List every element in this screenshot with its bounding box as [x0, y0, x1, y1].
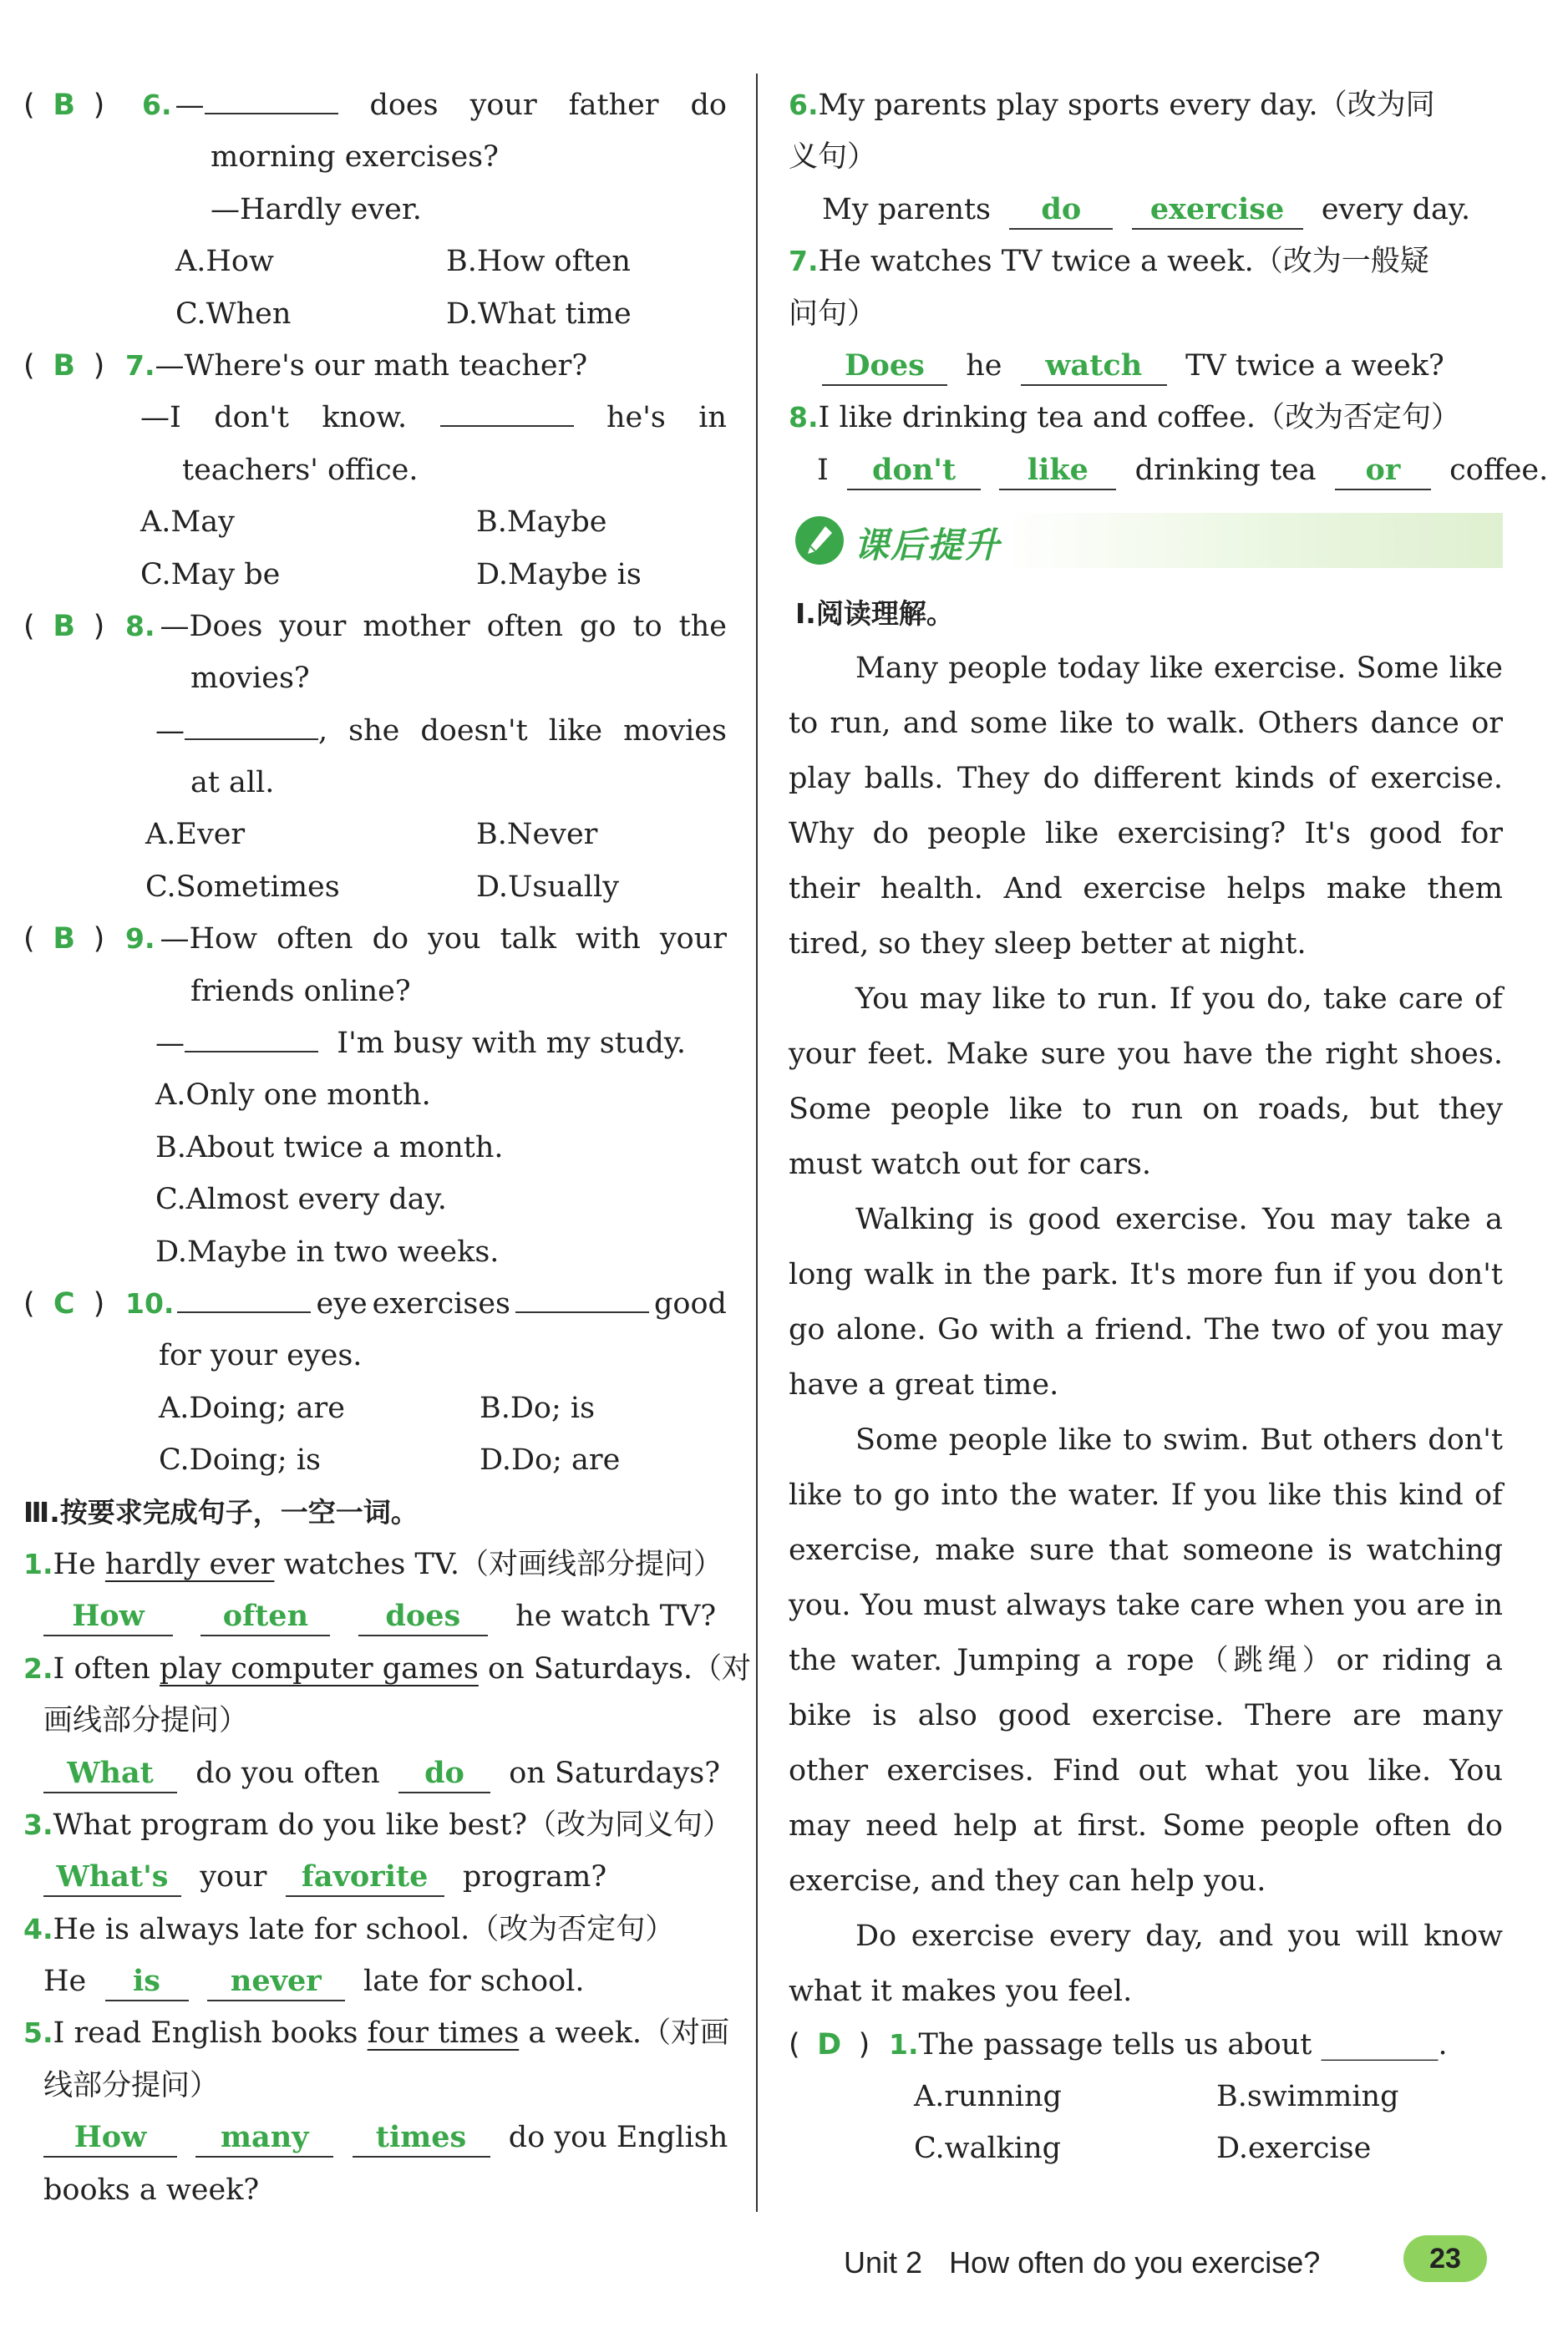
left-column — [23, 79, 752, 2216]
answer-letter: D — [817, 2027, 842, 2062]
q9-line2: friends online? — [190, 974, 411, 1008]
pencil-icon — [795, 516, 844, 565]
page-footer — [844, 2245, 1338, 2280]
answer-blank[interactable]: don't — [847, 452, 981, 490]
s7-line2: 问句） — [789, 297, 877, 331]
s3-mid: your — [200, 1860, 267, 1894]
option-c[interactable]: C.walking — [914, 2132, 1062, 2166]
unit-label: Unit 2 — [844, 2245, 923, 2280]
q8-line2: movies? — [190, 662, 310, 696]
passage-paragraph: Do exercise every day, and you will know what it makes you feel. — [789, 1919, 1503, 2008]
s2-post: on Saturdays.（对 — [478, 1651, 752, 1686]
question-number: 2. — [23, 1651, 53, 1685]
q10-options-row1 — [23, 1382, 727, 1434]
option-c[interactable]: C.May be — [140, 557, 281, 591]
s6-text: My parents play sports every day.（改为同 — [818, 89, 1435, 122]
question-number: 6. — [142, 89, 172, 121]
question-number: 6. — [789, 89, 819, 121]
s3-tail: program? — [462, 1860, 607, 1894]
s5-tail: do you English — [508, 2121, 728, 2155]
s5-line4: books a week? — [43, 2173, 260, 2207]
answer-blank[interactable]: does — [358, 1598, 488, 1636]
option-c[interactable]: C.Almost every day. — [155, 1183, 447, 1217]
s8-text: I like drinking tea and coffee.（改为否定句） — [818, 401, 1461, 435]
q1-stem: The passage tells us about ________. — [918, 2027, 1448, 2062]
answer-letter: B — [53, 922, 75, 956]
q9-line3: — I'm busy with my study. — [23, 1017, 727, 1069]
option-b[interactable]: B.Do; is — [480, 1391, 596, 1425]
answer-blank[interactable]: or — [1335, 452, 1431, 490]
right-column — [789, 79, 1549, 2175]
s4-text: He is always late for school.（改为否定句） — [53, 1912, 675, 1946]
q7-options-row2 — [23, 549, 727, 601]
answer-blank[interactable]: times — [353, 2119, 490, 2158]
option-d[interactable]: D.Do; are — [480, 1443, 621, 1478]
s6-head: My parents — [822, 192, 992, 226]
s4-head: He — [43, 1965, 87, 1999]
answer-blank[interactable]: often — [200, 1598, 330, 1636]
option-c[interactable]: C.Doing; is — [159, 1443, 322, 1478]
option-d[interactable]: D.Maybe in two weeks. — [155, 1235, 500, 1269]
reading-q1 — [789, 2019, 1503, 2071]
answer-letter: B — [53, 89, 75, 122]
q6-line1 — [23, 79, 727, 131]
answer-blank[interactable]: never — [207, 1963, 345, 2001]
q1-options-row2 — [789, 2123, 1503, 2174]
s2-line2: 画线部分提问） — [43, 1704, 249, 1738]
option-b[interactable]: B.Never — [476, 818, 598, 852]
q8-line1 — [23, 601, 727, 652]
answer-blank[interactable]: What — [43, 1755, 177, 1793]
answer-paren: ( B ) — [23, 340, 125, 392]
s4-question — [23, 1904, 727, 1955]
q8-line4: at all. — [190, 766, 275, 800]
q7-line3: teachers' office. — [182, 453, 419, 487]
s6-tail: every day. — [1321, 192, 1471, 226]
answer-paren: ( D ) — [789, 2019, 889, 2071]
q10-line1 — [23, 1278, 727, 1330]
s4-answer — [23, 1955, 727, 2007]
s3-question — [23, 1799, 733, 1851]
question-number: 8. — [125, 609, 155, 642]
s6-answer — [789, 184, 1503, 236]
question-number: 5. — [23, 2016, 53, 2050]
section-banner — [789, 503, 1503, 578]
answer-blank[interactable]: watch — [1021, 347, 1167, 386]
underlined-part: play computer games — [159, 1651, 479, 1686]
q9-stem: —How often do you talk with your — [160, 922, 727, 956]
s5-pre: I read English books — [53, 2016, 368, 2051]
option-d[interactable]: D.Usually — [476, 870, 619, 904]
question-number: 8. — [789, 401, 819, 434]
q6-stem: — does your father do — [172, 79, 728, 131]
option-a[interactable]: A.Only one month. — [155, 1078, 431, 1113]
question-number: 10. — [125, 1286, 175, 1320]
option-d[interactable]: D.What time — [446, 297, 632, 331]
question-number: 4. — [23, 1912, 53, 1945]
q8-options-row2 — [23, 861, 727, 913]
answer-blank[interactable]: How — [43, 1598, 173, 1636]
answer-blank[interactable]: like — [999, 452, 1116, 490]
s2-mid: do you often — [195, 1756, 380, 1790]
s1-tail: he watch TV? — [515, 1600, 717, 1634]
q10-stem: eye exercises good — [174, 1278, 727, 1330]
underlined-part: four times — [367, 2016, 520, 2051]
option-a[interactable]: A.How — [175, 245, 274, 279]
option-c[interactable]: C.When — [175, 297, 292, 331]
passage-paragraph: Walking is good exercise. You may take a long walk in the park. It's more fun if you don't go alone. Go with a friend. The two of you may have a great time. — [789, 1202, 1503, 1402]
unit-title: How often do you exercise? — [949, 2245, 1321, 2280]
question-number: 9. — [125, 922, 155, 956]
s7-mid: he — [966, 348, 1002, 383]
q8-line3: — , she doesn't like movies — [23, 705, 727, 757]
s2-question — [23, 1643, 752, 1695]
answer-paren: ( B ) — [23, 601, 125, 652]
q6-line3: —Hardly ever. — [211, 192, 422, 226]
answer-paren: ( C ) — [23, 1278, 125, 1330]
option-c[interactable]: C.Sometimes — [145, 870, 340, 904]
question-number: 1. — [23, 1547, 53, 1580]
answer-letter: C — [53, 1286, 75, 1321]
answer-blank[interactable]: do — [398, 1755, 490, 1793]
option-b[interactable]: B.Maybe — [476, 505, 607, 540]
s3-answer — [23, 1851, 727, 1903]
q10-options-row2 — [23, 1434, 727, 1486]
s7-question — [789, 236, 1503, 287]
option-a[interactable]: A.Ever — [145, 818, 246, 852]
answer-blank[interactable]: many — [195, 2119, 333, 2158]
s7-tail: TV twice a week? — [1185, 348, 1444, 383]
passage-paragraph: You may like to run. If you do, take care of your feet. Make sure you have the right shoes. Some people like to run on roads, but they must watch out for cars. — [789, 981, 1503, 1181]
s1-question — [23, 1539, 727, 1590]
passage-paragraph: Many people today like exercise. Some like to run, and some like to walk. Others dance or play balls. They do different kinds of exercise. Why do people like exercising? It's good for their health. And exercise helps make them tired, so they sleep better at night. — [789, 651, 1503, 961]
q10-line2: for your eyes. — [159, 1339, 363, 1373]
answer-blank[interactable]: do — [1009, 191, 1113, 230]
answer-letter: B — [53, 609, 75, 643]
s5-line2: 线部分提问） — [43, 2068, 220, 2102]
q7-line2: —I don't know. he's in — [23, 392, 727, 444]
page-number: 23 — [1403, 2235, 1487, 2282]
banner-title: 课后提升 — [854, 525, 1002, 566]
option-d[interactable]: D.Maybe is — [476, 557, 642, 591]
s1-post: watches TV.（对画线部分提问） — [274, 1547, 723, 1581]
s2-tail: on Saturdays? — [509, 1756, 720, 1790]
option-a[interactable]: A.Doing; are — [159, 1391, 345, 1425]
q7-line1 — [23, 340, 727, 392]
option-a[interactable]: A.running — [914, 2079, 1062, 2113]
s8-answer — [789, 444, 1549, 496]
q7-stem: —Where's our math teacher? — [155, 348, 588, 383]
answer-blank[interactable]: exercise — [1132, 191, 1303, 230]
answer-paren: ( B ) — [23, 913, 125, 965]
s8-mid: drinking tea — [1134, 453, 1317, 487]
s3-text: What program do you like best?（改为同义句） — [53, 1808, 733, 1842]
s2-answer — [23, 1747, 727, 1799]
s7-text: He watches TV twice a week.（改为一般疑 — [818, 245, 1429, 279]
s2-pre: I often — [53, 1651, 160, 1686]
q6-options-row1 — [23, 236, 727, 287]
underlined-part: hardly ever — [104, 1547, 275, 1581]
reading-title: Ⅰ.阅读理解。 — [795, 597, 954, 631]
option-d[interactable]: D.exercise — [1216, 2132, 1372, 2166]
s6-line2: 义句） — [789, 140, 877, 175]
option-b[interactable]: B.About twice a month. — [155, 1130, 504, 1164]
s4-tail: late for school. — [363, 1965, 585, 1999]
q6-options-row2 — [23, 288, 727, 340]
option-b[interactable]: B.swimming — [1216, 2079, 1399, 2113]
option-a[interactable]: A.May — [140, 505, 235, 540]
answer-paren: ( B ) — [23, 79, 142, 131]
question-number: 3. — [23, 1808, 53, 1841]
s5-post: a week.（对画 — [519, 2016, 730, 2051]
answer-blank[interactable]: What's — [43, 1859, 181, 1897]
q7-options-row1 — [23, 496, 727, 548]
q8-options-row1 — [23, 809, 727, 860]
s5-answer — [23, 2112, 727, 2163]
s8-head: I — [817, 453, 829, 487]
answer-blank[interactable]: is — [105, 1963, 189, 2001]
section-3-title: Ⅲ.按要求完成句子，一空一词。 — [23, 1495, 419, 1529]
q8-stem: —Does your mother often go to the — [160, 609, 727, 643]
answer-blank[interactable]: How — [43, 2119, 177, 2158]
s8-question — [789, 392, 1503, 444]
s1-answer — [23, 1590, 727, 1642]
s8-tail: coffee. — [1449, 453, 1549, 487]
s7-answer — [789, 340, 1503, 392]
passage-paragraph: Some people like to swim. But others don't like to go into the water. If you like this kind of exercise, make sure that someone is watching you. You must always take care when you are in the water. Jumping a rope（跳绳）or riding a bike is also good exercise. There are many other exercises. Find out what you like. You may need help at first. Some people often do exercise, and they can help you. — [789, 1423, 1503, 1898]
q1-options-row1 — [789, 2071, 1503, 2123]
column-divider — [756, 74, 758, 2212]
s6-question — [789, 79, 1503, 131]
answer-blank[interactable]: Does — [822, 347, 947, 386]
answer-letter: B — [53, 348, 75, 383]
question-number: 7. — [125, 348, 155, 382]
question-number: 7. — [789, 245, 819, 278]
question-number: 1. — [889, 2027, 919, 2061]
answer-blank[interactable]: favorite — [286, 1859, 444, 1897]
s5-question — [23, 2007, 730, 2059]
q9-line1 — [23, 913, 727, 965]
option-b[interactable]: B.How often — [446, 245, 631, 279]
s1-pre: He — [53, 1547, 105, 1581]
q6-line2: morning exercises? — [211, 140, 499, 175]
